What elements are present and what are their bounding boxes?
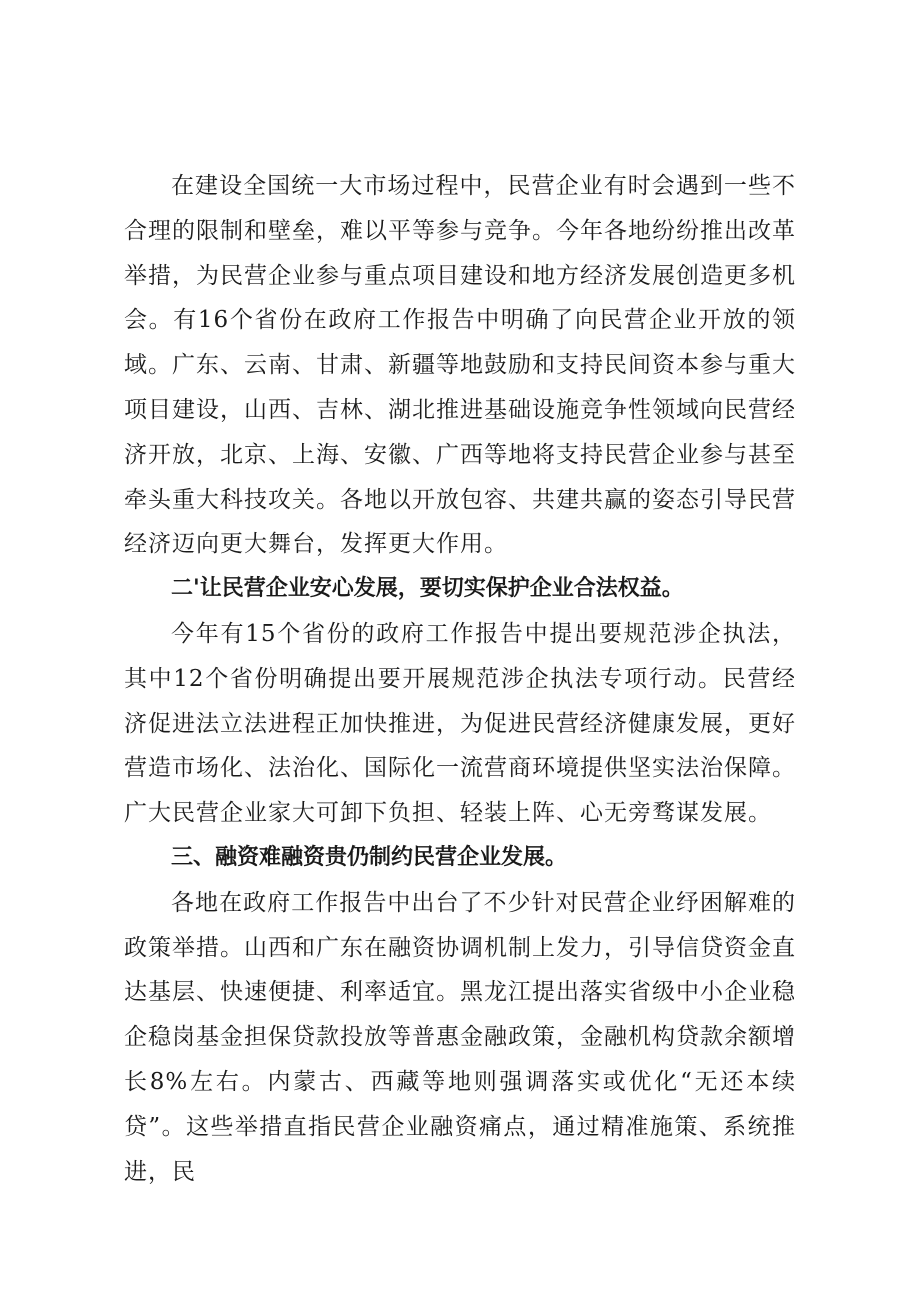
paragraph-financing-measures: 各地在政府工作报告中出台了不少针对民营企业纾困解难的政策举措。山西和广东在融资协调机制上发力，引导信贷资金直达基层、快速便捷、利率适宜。黑龙江提出落实省级中小企业稳企稳岗基金担保贷款投放等普惠金融政策，金融机构贷款余额增长8%左右。内蒙古、西藏等地则强调落实或优化“无还本续贷”。这些举措直指民营企业融资痛点，通过精准施策、系统推进，民 xyxy=(124,889,796,1185)
section-heading-financing: 三、融资难融资贵仍制约民营企业发展。 xyxy=(171,844,568,870)
document-body xyxy=(124,164,796,1194)
paragraph-market-access: 在建设全国统一大市场过程中，民营企业有时会遇到一些不合理的限制和壁垒，难以平等参与竞争。今年各地纷纷推出改革举措，为民营企业参与重点项目建设和地方经济发展创造更多机会。有16个省份在政府工作报告中明确了向民营企业开放的领域。广东、云南、甘肃、新疆等地鼓励和支持民间资本参与重大项目建设，山西、吉林、湖北推进基础设施竞争性领域向民营经济开放，北京、上海、安徽、广西等地将支持民营企业参与甚至牵头重大科技攻关。各地以开放包容、共建共赢的姿态引导民营经济迈向更大舞台，发挥更大作用。 xyxy=(124,173,796,558)
paragraph-law-enforcement: 今年有15个省份的政府工作报告中提出要规范涉企执法，其中12个省份明确提出要开展规范涉企执法专项行动。民营经济促进法立法进程正加快推进，为促进民营经济健康发展，更好营造市场化、法治化、国际化一流营商环境提供坚实法治保障。广大民营企业家大可卸下负担、轻装上阵、心无旁骛谋发展。 xyxy=(124,620,796,827)
section-heading-legal-rights: 二'让民营企业安心发展，要切实保护企业合法权益。 xyxy=(171,576,684,602)
